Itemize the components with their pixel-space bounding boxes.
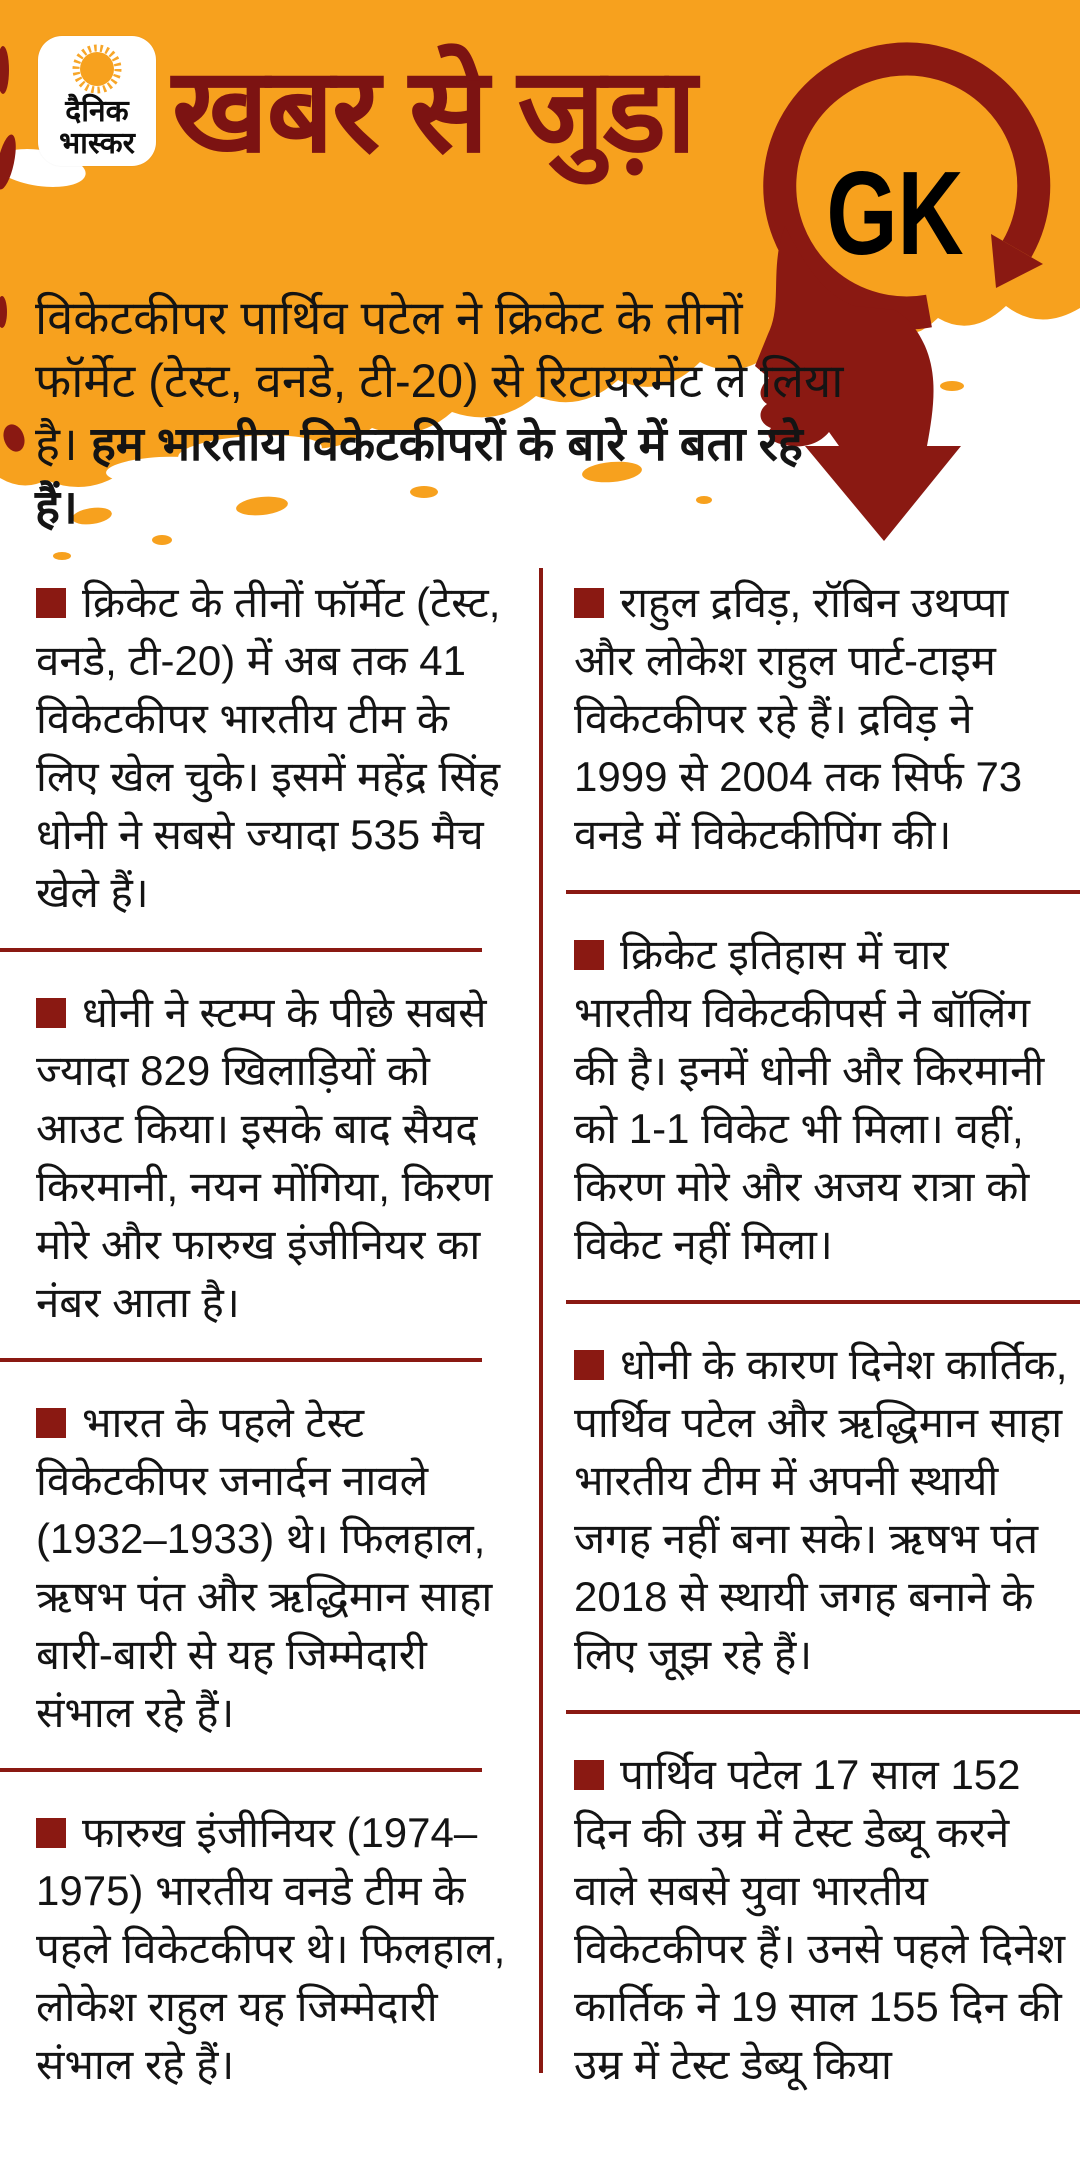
separator-line xyxy=(566,890,1080,894)
list-item xyxy=(574,1746,1074,2094)
separator-line xyxy=(566,1300,1080,1304)
list-item xyxy=(36,1804,510,2094)
item-text: क्रिकेट के तीनों फॉर्मेट (टेस्ट, वनडे, टी-20) में अब तक 41 विकेटकीपर भारतीय टीम के लिए खेल चुके। इसमें महेंद्र सिंह धोनी ने सबसे ज्यादा 535 मैच खेले हैं। xyxy=(36,579,501,916)
logo-text-line1: दैनिक xyxy=(65,95,129,128)
separator-line xyxy=(0,1358,482,1362)
column-right xyxy=(540,560,1080,2094)
header xyxy=(0,0,1080,600)
separator-line xyxy=(0,948,482,952)
page-title: खबर से जुड़ा xyxy=(172,45,695,177)
list-item xyxy=(574,926,1074,1274)
logo-text-line2: भास्कर xyxy=(59,127,135,160)
column-divider xyxy=(539,568,543,2073)
item-text: क्रिकेट इतिहास में चार भारतीय विकेटकीपर्स ने बॉलिंग की है। इनमें धोनी और किरमानी को 1-1 विकेट भी मिला। वहीं, किरण मोरे और अजय रात्रा को विकेट नहीं मिला। xyxy=(574,931,1045,1268)
item-text: पार्थिव पटेल 17 साल 152 दिन की उम्र में टेस्ट डेब्यू करने वाले सबसे युवा भारतीय विकेटकीपर हैं। उनसे पहले दिनेश कार्तिक ने 19 साल 155 दिन की उम्र में टेस्ट डेब्यू किया xyxy=(574,1751,1066,2088)
item-text: भारत के पहले टेस्ट विकेटकीपर जनार्दन नावले (1932–1933) थे। फिलहाल, ऋषभ पंत और ऋद्धिमान साहा बारी-बारी से यह जिम्मेदारी संभाल रहे हैं। xyxy=(36,1399,493,1736)
bullet-square-icon xyxy=(574,940,604,970)
intro-bold: हम भारतीय विकेटकीपरों के बारे में बता रहे हैं। xyxy=(35,417,803,533)
bullet-square-icon xyxy=(36,1408,66,1438)
list-item xyxy=(36,984,510,1332)
sun-rays-icon xyxy=(70,42,124,96)
separator-line xyxy=(0,1768,482,1772)
bullet-square-icon xyxy=(574,1350,604,1380)
list-item xyxy=(574,574,1074,864)
bullet-square-icon xyxy=(574,1760,604,1790)
bullet-square-icon xyxy=(36,998,66,1028)
item-text: फारुख इंजीनियर (1974–1975) भारतीय वनडे टीम के पहले विकेटकीपर थे। फिलहाल, लोकेश राहुल यह जिम्मेदारी संभाल रहे हैं। xyxy=(36,1809,506,2088)
list-item xyxy=(36,574,510,922)
list-item xyxy=(36,1394,510,1742)
intro-regular: विकेटकीपर पार्थिव पटेल ने क्रिकेट के तीनों फॉर्मेट (टेस्ट, वनडे, टी-20) से रिटायरमेंट ले लिया है। xyxy=(35,291,844,470)
bullet-square-icon xyxy=(36,1818,66,1848)
facts-columns xyxy=(0,560,1080,2094)
item-text: धोनी ने स्टम्प के पीछे सबसे ज्यादा 829 खिलाड़ियों को आउट किया। इसके बाद सैयद किरमानी, नयन मोंगिया, किरण मोरे और फारुख इंजीनियर का नंबर आता है। xyxy=(36,989,493,1326)
gk-badge: GK xyxy=(826,147,964,280)
bullet-square-icon xyxy=(574,588,604,618)
column-left xyxy=(0,560,540,2094)
item-text: धोनी के कारण दिनेश कार्तिक, पार्थिव पटेल और ऋद्धिमान साहा भारतीय टीम में अपनी स्थायी जगह नहीं बना सके। ऋषभ पंत 2018 से स्थायी जगह बनाने के लिए जूझ रहे हैं। xyxy=(574,1341,1068,1678)
dainik-bhaskar-logo xyxy=(38,36,156,166)
bullet-square-icon xyxy=(36,588,66,618)
intro-text xyxy=(35,286,845,538)
list-item xyxy=(574,1336,1074,1684)
item-text: राहुल द्रविड़, रॉबिन उथप्पा और लोकेश राहुल पार्ट-टाइम विकेटकीपर रहे हैं। द्रविड़ ने 1999 से 2004 तक सिर्फ 73 वनडे में विकेटकीपिंग की। xyxy=(574,579,1023,858)
separator-line xyxy=(566,1710,1080,1714)
